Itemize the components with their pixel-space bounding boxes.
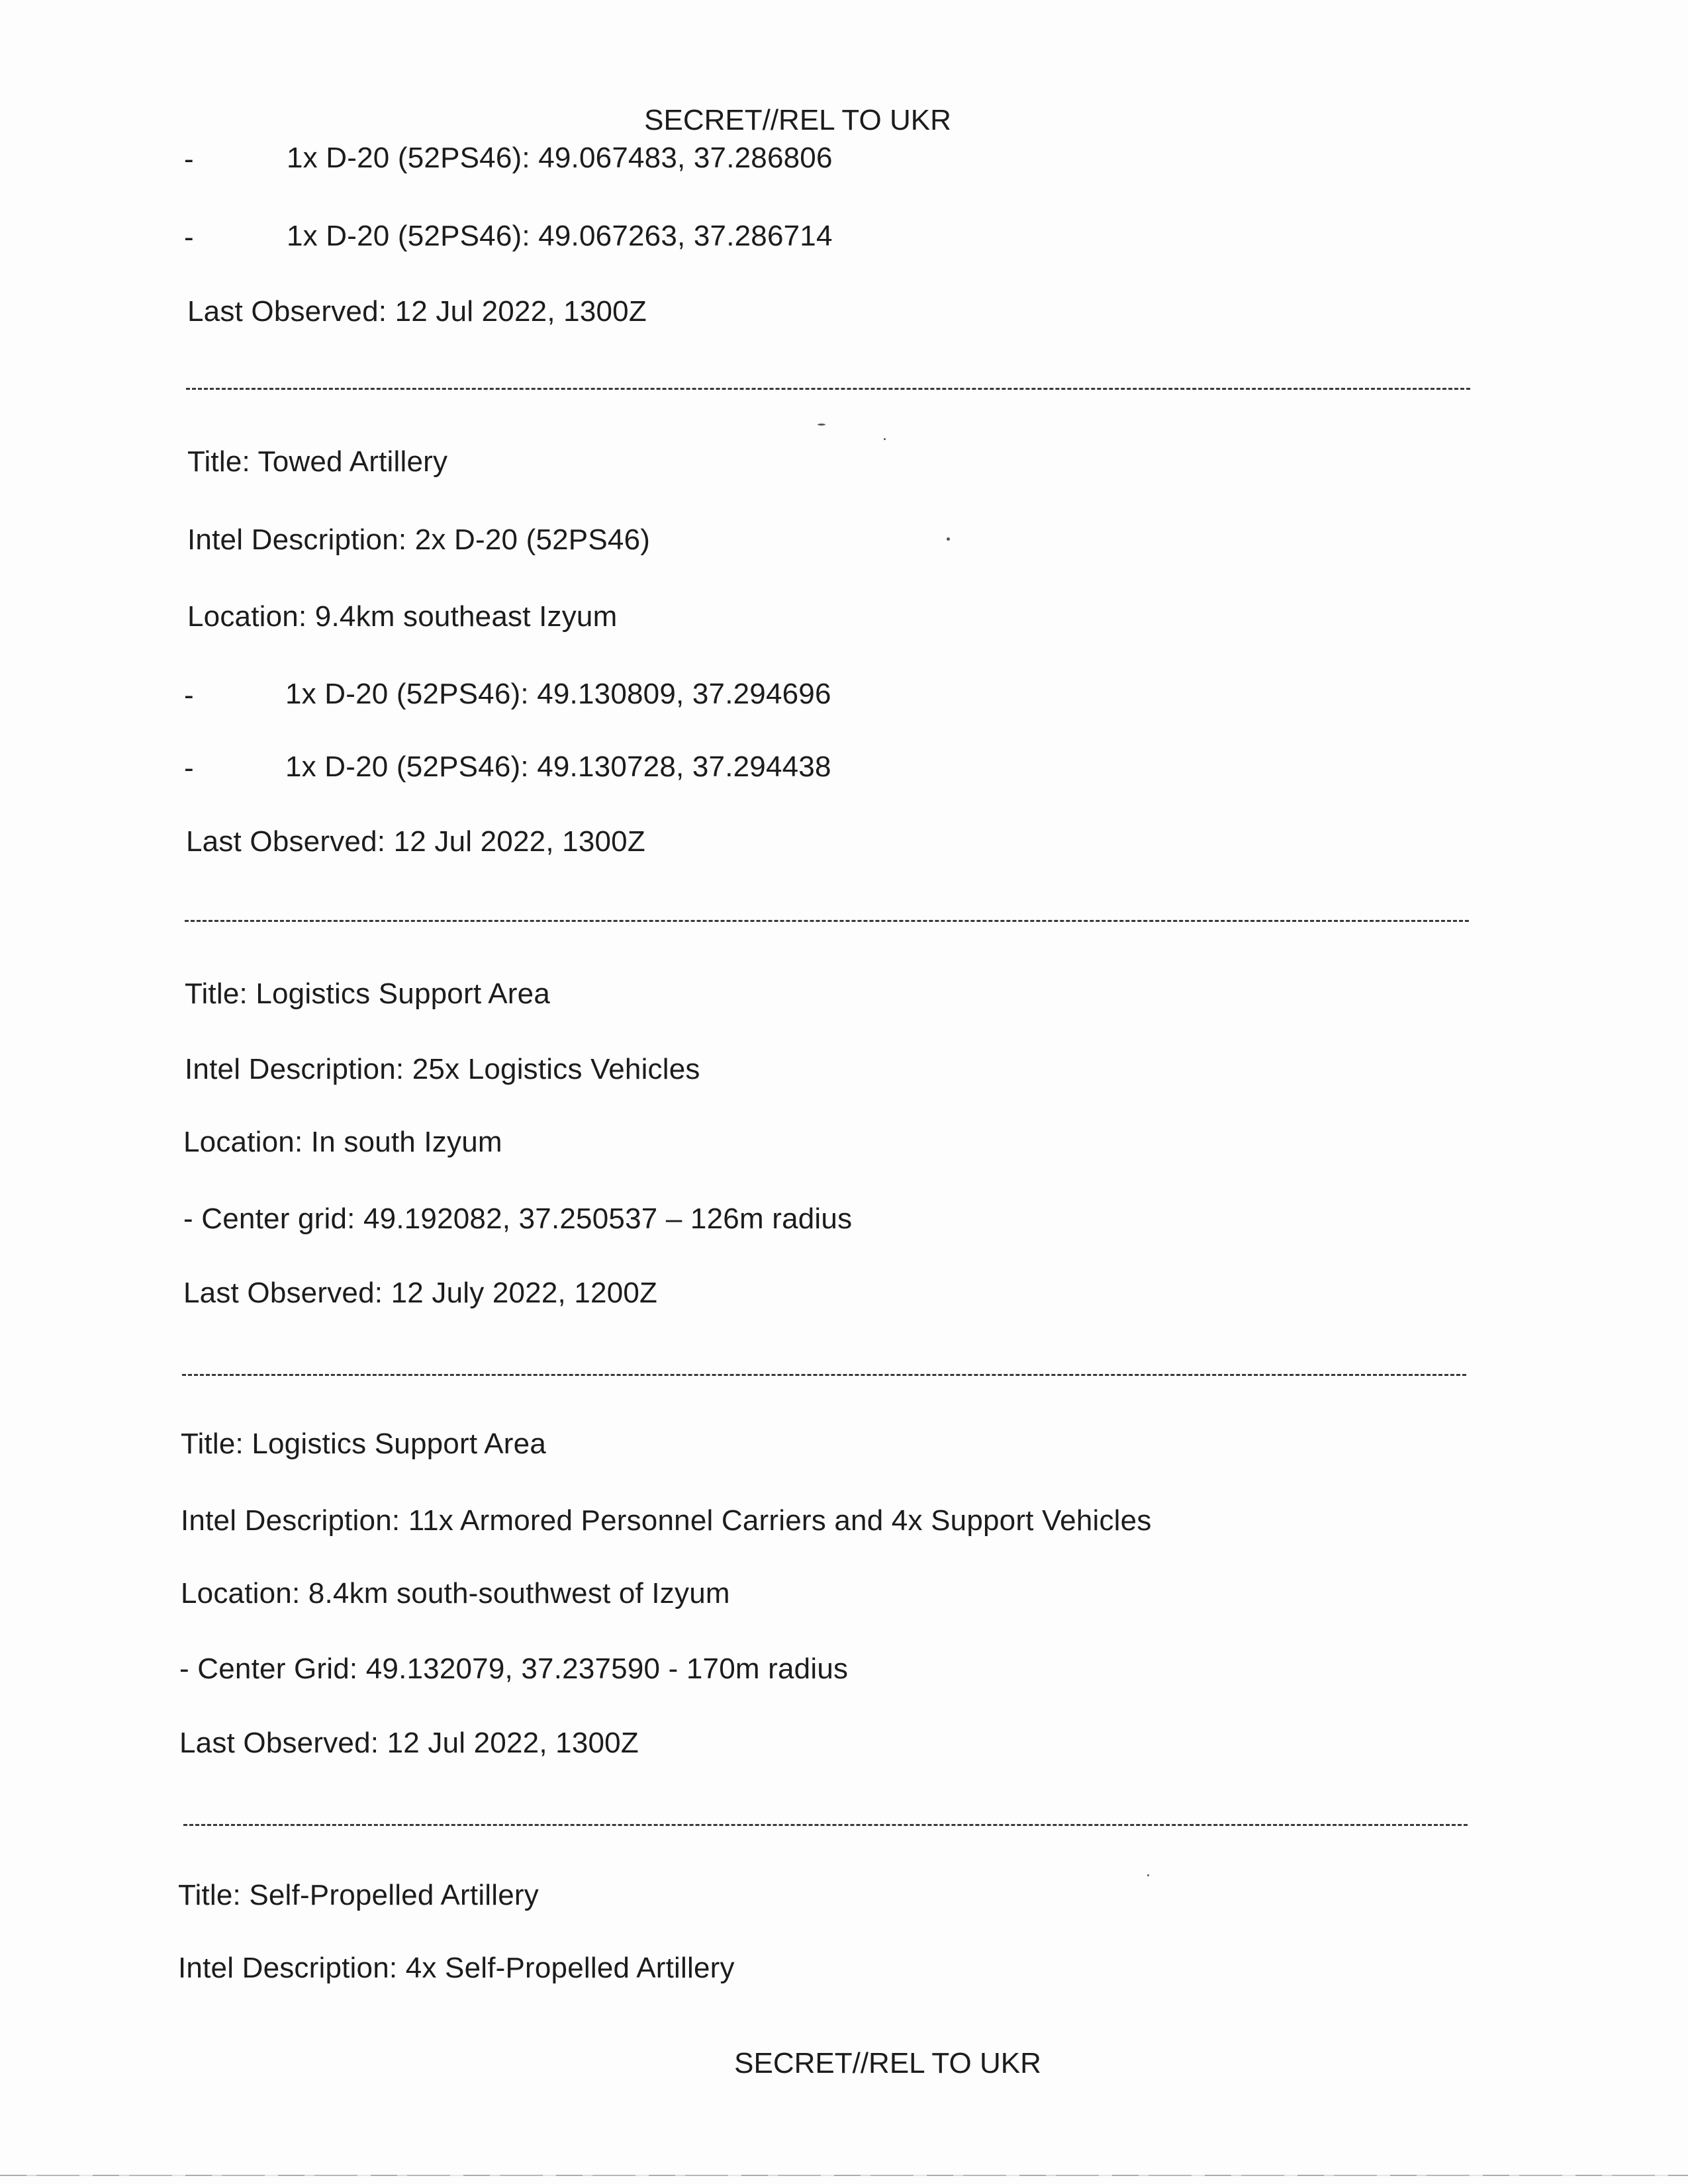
section-divider bbox=[182, 1374, 1466, 1376]
list-item: 1x D-20 (52PS46): 49.130809, 37.294696 bbox=[285, 678, 831, 710]
entry-location: Location: 8.4km south-southwest of Izyum bbox=[181, 1577, 730, 1610]
classification-footer: SECRET//REL TO UKR bbox=[734, 2047, 1041, 2079]
list-bullet: - bbox=[184, 679, 194, 711]
entry-location: Location: In south Izyum bbox=[183, 1126, 502, 1158]
entry-title: Title: Logistics Support Area bbox=[181, 1428, 546, 1460]
center-grid: - Center Grid: 49.132079, 37.237590 - 170m radius bbox=[179, 1653, 849, 1685]
list-bullet: - bbox=[184, 752, 194, 784]
section-divider bbox=[183, 1824, 1468, 1826]
last-observed: Last Observed: 12 Jul 2022, 1300Z bbox=[187, 295, 647, 328]
list-item: 1x D-20 (52PS46): 49.130728, 37.294438 bbox=[285, 751, 831, 783]
entry-title: Title: Self-Propelled Artillery bbox=[178, 1879, 539, 1911]
scan-speck bbox=[884, 438, 886, 440]
list-item: 1x D-20 (52PS46): 49.067263, 37.286714 bbox=[287, 220, 833, 252]
scan-speck bbox=[1147, 1874, 1149, 1876]
entry-description: Intel Description: 2x D-20 (52PS46) bbox=[187, 523, 651, 556]
last-observed: Last Observed: 12 July 2022, 1200Z bbox=[183, 1277, 658, 1309]
list-item: 1x D-20 (52PS46): 49.067483, 37.286806 bbox=[287, 142, 833, 174]
list-bullet: - bbox=[184, 143, 194, 175]
entry-description: Intel Description: 25x Logistics Vehicles bbox=[185, 1053, 700, 1085]
scan-edge-line bbox=[0, 2175, 1688, 2176]
scan-speck bbox=[818, 424, 825, 426]
entry-title: Title: Towed Artillery bbox=[187, 445, 448, 478]
scan-speck bbox=[947, 537, 950, 541]
classification-header: SECRET//REL TO UKR bbox=[644, 104, 951, 136]
last-observed: Last Observed: 12 Jul 2022, 1300Z bbox=[186, 825, 645, 858]
section-divider bbox=[186, 388, 1470, 390]
entry-description: Intel Description: 11x Armored Personnel Carriers and 4x Support Vehicles bbox=[181, 1504, 1152, 1537]
entry-description: Intel Description: 4x Self-Propelled Artillery bbox=[178, 1952, 735, 1984]
entry-location: Location: 9.4km southeast Izyum bbox=[187, 600, 618, 633]
list-bullet: - bbox=[184, 221, 194, 253]
center-grid: - Center grid: 49.192082, 37.250537 – 126m radius bbox=[183, 1203, 853, 1235]
last-observed: Last Observed: 12 Jul 2022, 1300Z bbox=[179, 1727, 639, 1759]
entry-title: Title: Logistics Support Area bbox=[185, 978, 550, 1010]
section-divider bbox=[185, 920, 1469, 922]
